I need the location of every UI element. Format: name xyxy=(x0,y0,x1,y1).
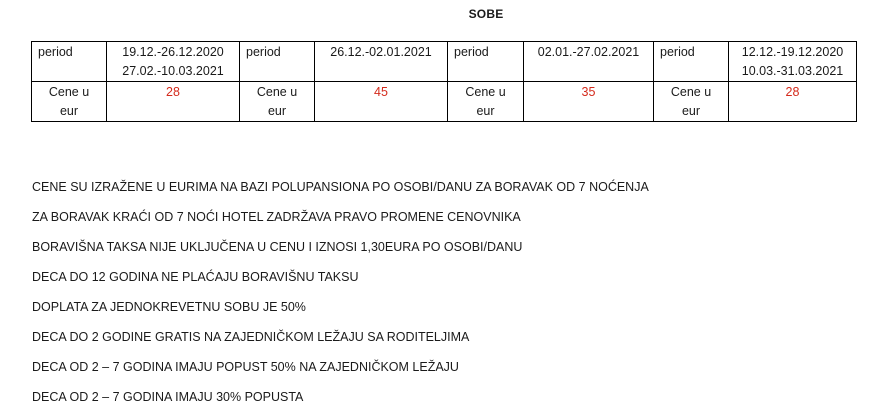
note-item: DOPLATA ZA JEDNOKREVETNU SOBU JE 50% xyxy=(32,300,306,314)
period-dates-cell xyxy=(729,42,857,82)
price-label-line: Cene u xyxy=(256,85,298,99)
period-date-range: 26.12.-02.01.2021 xyxy=(330,45,432,59)
note-item: BORAVIŠNA TAKSA NIJE UKLJUČENA U CENU I IZNOSI 1,30EURA PO OSOBI/DANU xyxy=(32,240,523,254)
price-label-line: eur xyxy=(476,104,495,118)
page-title-text: SOBE xyxy=(468,7,504,21)
period-label-cell: period xyxy=(654,42,729,82)
period-dates-cell xyxy=(524,42,654,82)
period-label-cell: period xyxy=(32,42,107,82)
period-label-cell: period xyxy=(240,42,315,82)
price-label-cell xyxy=(240,82,315,122)
page-title xyxy=(0,7,888,21)
period-date-range: 12.12.-19.12.2020 xyxy=(741,45,844,59)
period-dates-cell xyxy=(315,42,448,82)
note-item: DECA DO 2 GODINE GRATIS NA ZAJEDNIČKOM LEŽAJU SA RODITELJIMA xyxy=(32,330,470,344)
note-item: ZA BORAVAK KRAĆI OD 7 NOĆI HOTEL ZADRŽAVA PRAVO PROMENE CENOVNIKA xyxy=(32,210,521,224)
note-item: DECA OD 2 – 7 GODINA IMAJU 30% POPUSTA xyxy=(32,390,304,404)
period-date-range: 19.12.-26.12.2020 xyxy=(122,45,224,59)
period-label-cell: period xyxy=(448,42,524,82)
period-dates-cell xyxy=(107,42,240,82)
price-label-cell xyxy=(32,82,107,122)
price-value-cell: 45 xyxy=(315,82,448,122)
notes-list xyxy=(32,172,649,412)
note-item: DECA OD 2 – 7 GODINA IMAJU POPUST 50% NA ZAJEDNIČKOM LEŽAJU xyxy=(32,360,459,374)
price-table xyxy=(31,41,857,122)
note-item: CENE SU IZRAŽENE U EURIMA NA BAZI POLUPANSIONA PO OSOBI/DANU ZA BORAVAK OD 7 NOĆENJA xyxy=(32,180,649,194)
price-label-line: eur xyxy=(59,104,79,118)
table-row-periods xyxy=(32,42,857,82)
price-label-line: eur xyxy=(267,104,287,118)
price-label-line: Cene u xyxy=(465,85,506,99)
table-row-prices xyxy=(32,82,857,122)
price-value-cell: 28 xyxy=(729,82,857,122)
period-date-range: 10.03.-31.03.2021 xyxy=(741,64,844,78)
note-item: DECA DO 12 GODINA NE PLAĆAJU BORAVIŠNU TAKSU xyxy=(32,270,359,284)
period-date-range: 27.02.-10.03.2021 xyxy=(122,64,224,78)
price-label-line: Cene u xyxy=(48,85,90,99)
period-date-range: 02.01.-27.02.2021 xyxy=(537,45,640,59)
price-value-cell: 35 xyxy=(524,82,654,122)
price-label-cell xyxy=(448,82,524,122)
price-label-cell xyxy=(654,82,729,122)
price-value-cell: 28 xyxy=(107,82,240,122)
price-label-line: Cene u xyxy=(670,85,712,99)
price-label-line: eur xyxy=(681,104,701,118)
